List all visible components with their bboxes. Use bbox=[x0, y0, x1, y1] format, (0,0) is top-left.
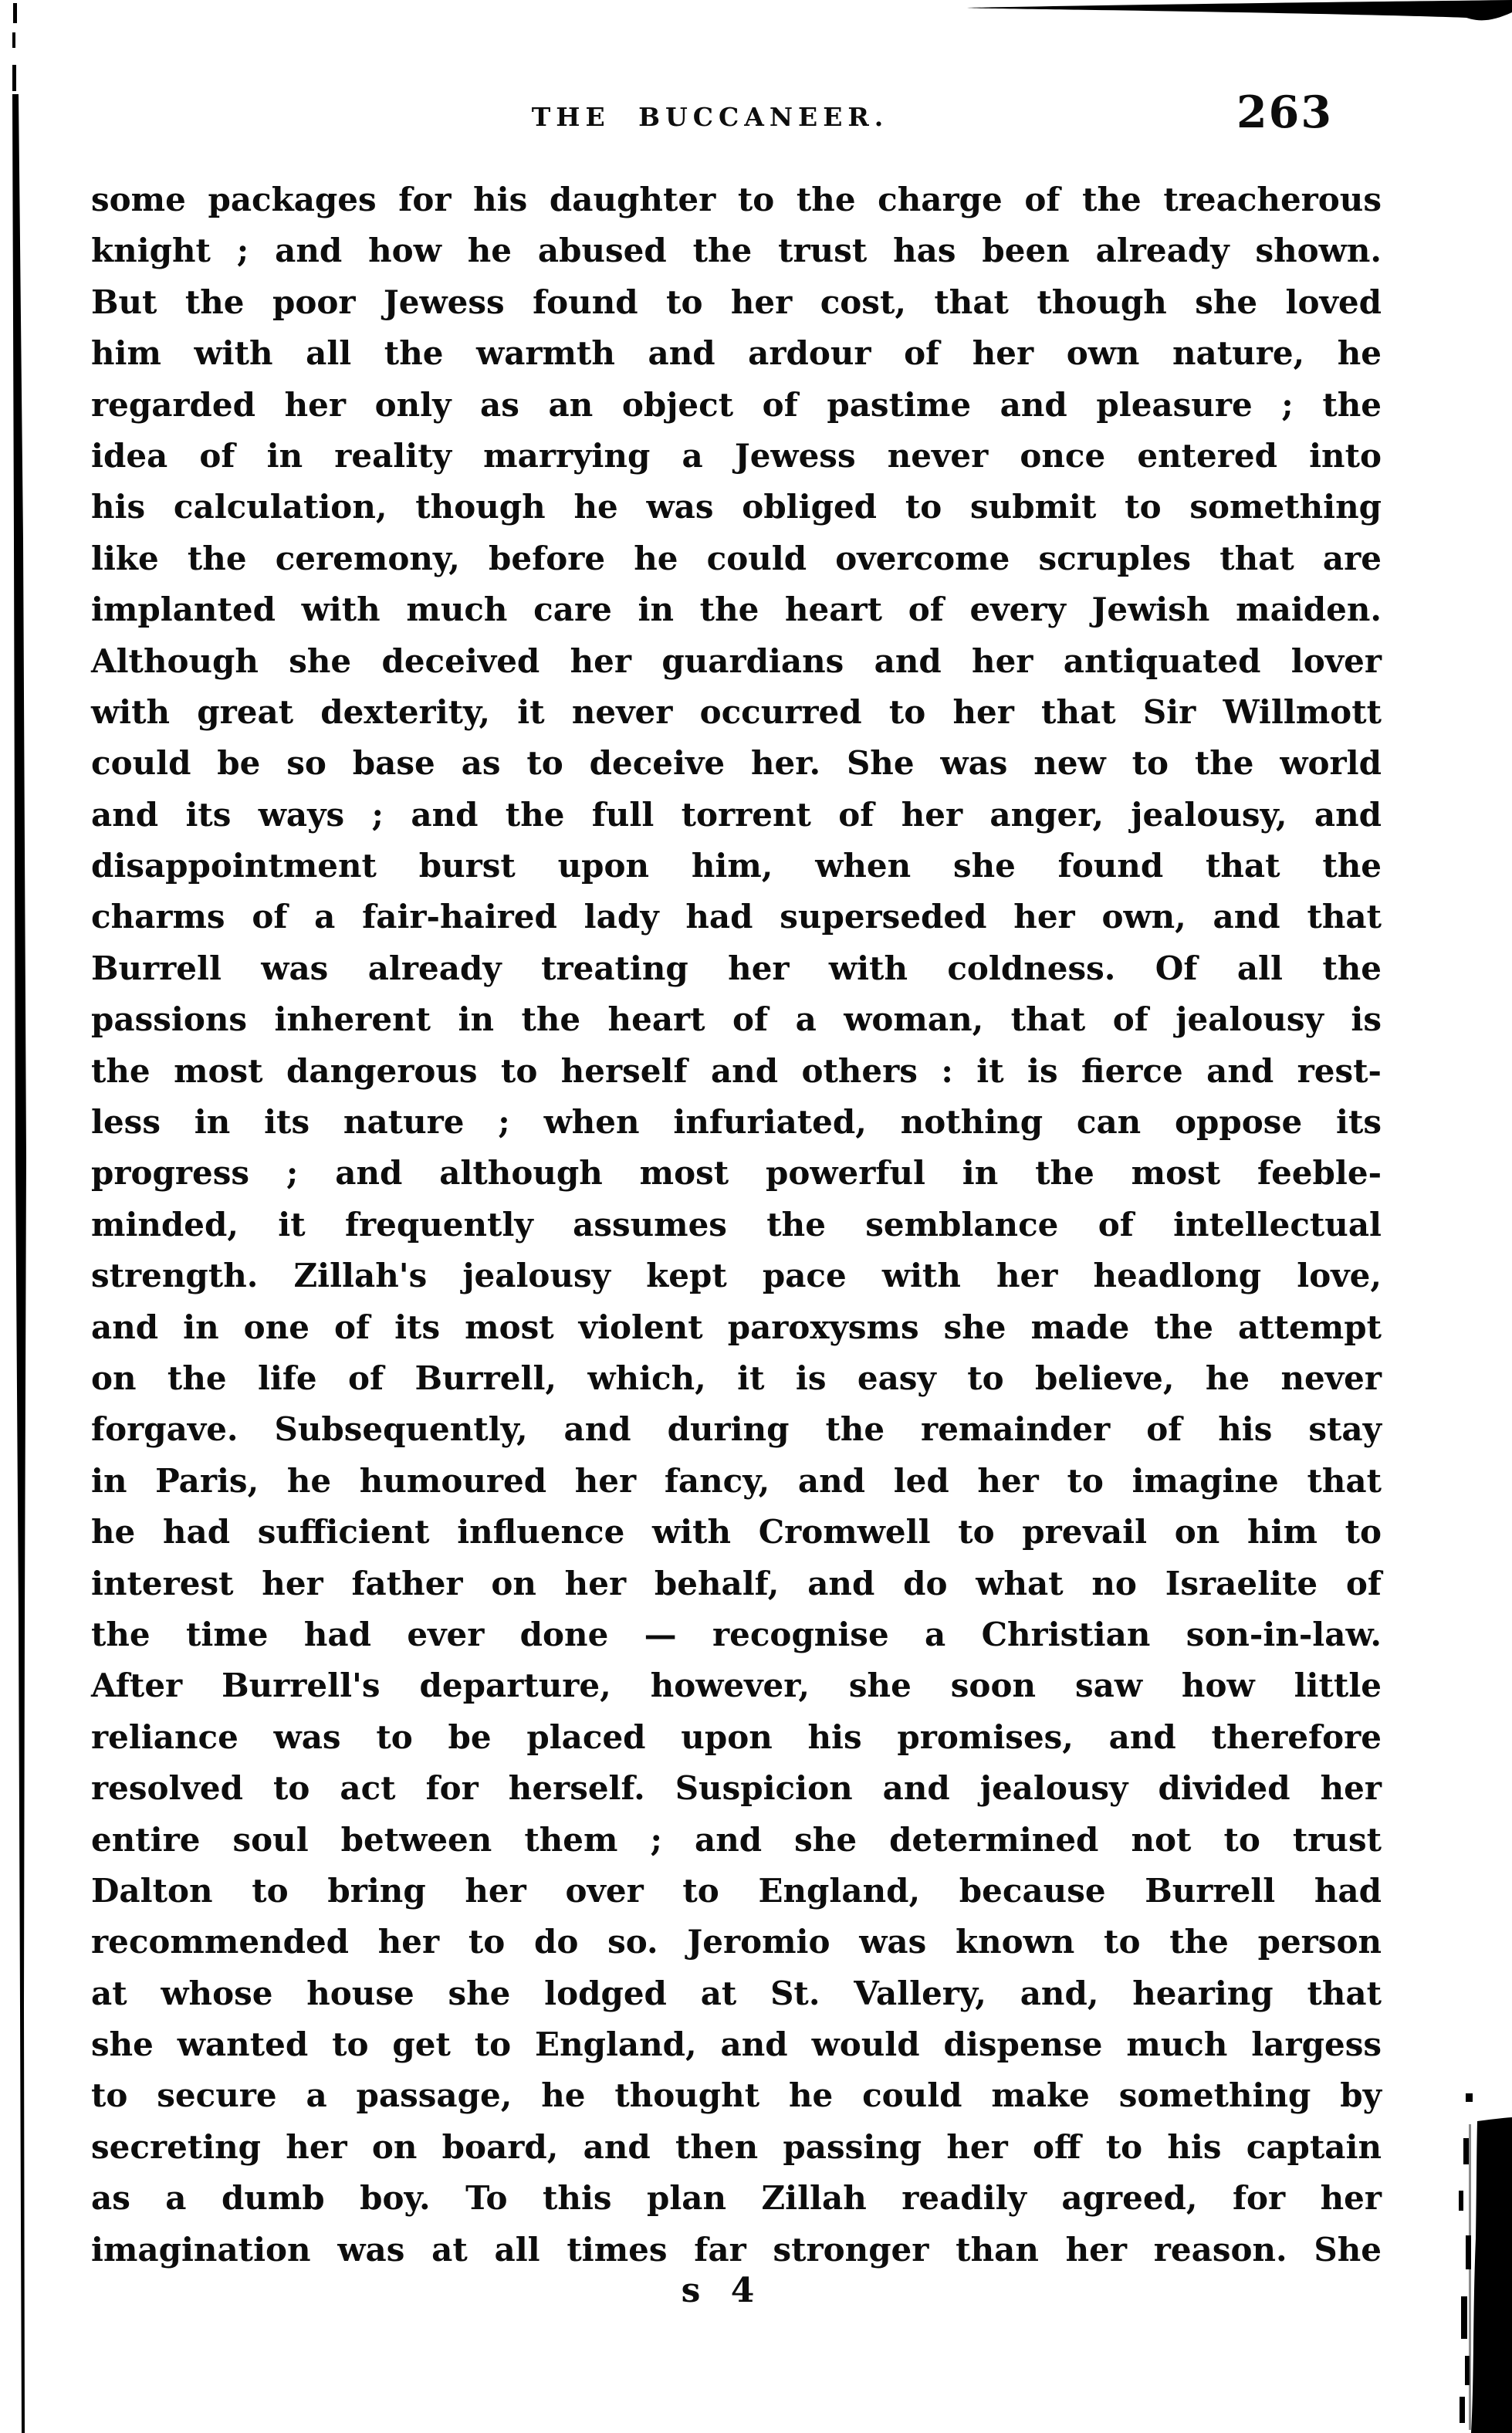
body-text-line: Dalton to bring her over to England, because Burrell had bbox=[91, 1871, 1382, 1910]
body-text-line: some packages for his daughter to the charge of the treacherous bbox=[91, 181, 1382, 218]
bottom-right-bar-artifact bbox=[1459, 2093, 1512, 2433]
body-text-line: secreting her on board, and then passing her off to his captain bbox=[91, 2127, 1382, 2166]
body-text-line: But the poor Jewess found to her cost, that though she loved bbox=[91, 283, 1382, 321]
body-text-line: resolved to act for herself. Suspicion and jealousy divided her bbox=[91, 1769, 1382, 1808]
body-text-line: to secure a passage, he thought he could make something by bbox=[91, 2076, 1382, 2115]
body-text-line: implanted with much care in the heart of every Jewish maiden. bbox=[91, 590, 1382, 629]
body-text-line: forgave. Subsequently, and during the remainder of his stay bbox=[91, 1410, 1382, 1449]
body-text-line: recommended her to do so. Jeromio was known to the person bbox=[91, 1923, 1382, 1961]
body-text-line: passions inherent in the heart of a woman, that of jealousy is bbox=[91, 1000, 1382, 1039]
body-text-line: reliance was to be placed upon his promises, and therefore bbox=[91, 1717, 1382, 1756]
body-text-line: his calculation, though he was obliged to submit to something bbox=[91, 488, 1382, 526]
body-text-line: Burrell was already treating her with coldness. Of all the bbox=[91, 949, 1382, 987]
body-text-line: idea of in reality marrying a Jewess never once entered into bbox=[91, 436, 1382, 475]
body-text-line: less in its nature ; when infuriated, nothing can oppose its bbox=[91, 1103, 1382, 1142]
body-text-line: the time had ever done — recognise a Christian son-in-law. bbox=[91, 1615, 1382, 1653]
body-text-line: progress ; and although most powerful in the most feeble- bbox=[91, 1154, 1382, 1193]
left-binding-line-artifact bbox=[12, 3, 26, 2433]
body-text-line: like the ceremony, before he could overcome scruples that are bbox=[91, 539, 1382, 577]
body-text-line: on the life of Burrell, which, it is easy to believe, he never bbox=[91, 1359, 1382, 1397]
signature-mark: s 4 bbox=[681, 2271, 755, 2310]
body-text-line: charms of a fair-haired lady had superseded her own, and that bbox=[91, 898, 1382, 936]
body-text-line: After Burrell's departure, however, she soon saw how little bbox=[91, 1667, 1382, 1705]
body-text-line: as a dumb boy. To this plan Zillah readily agreed, for her bbox=[91, 2179, 1382, 2218]
body-text bbox=[91, 174, 1382, 2276]
body-text-line: minded, it frequently assumes the semblance of intellectual bbox=[91, 1205, 1382, 1244]
body-text-line: he had sufficient influence with Cromwell to prevail on him to bbox=[91, 1513, 1382, 1552]
body-text-line: entire soul between them ; and she determined not to trust bbox=[91, 1820, 1382, 1859]
body-text-line: the most dangerous to herself and others : it is fierce and rest- bbox=[91, 1051, 1382, 1090]
page-number: 263 bbox=[1236, 86, 1333, 138]
body-text-line: knight ; and how he abused the trust has been already shown. bbox=[91, 232, 1382, 270]
body-text-line: him with all the warmth and ardour of her own nature, he bbox=[91, 334, 1382, 373]
body-text-line: disappointment burst upon him, when she found that the bbox=[91, 847, 1382, 885]
top-right-ink-wedge-artifact bbox=[967, 0, 1512, 20]
body-text-line: she wanted to get to England, and would dispense much largess bbox=[91, 2025, 1382, 2064]
body-text-line: imagination was at all times far stronger than her reason. She bbox=[91, 2230, 1382, 2269]
body-text-line: at whose house she lodged at St. Vallery, and, hearing that bbox=[91, 1974, 1382, 2012]
body-text-line: strength. Zillah's jealousy kept pace with her headlong love, bbox=[91, 1257, 1382, 1295]
body-text-line: and in one of its most violent paroxysms she made the attempt bbox=[91, 1308, 1382, 1346]
body-text-line: Although she deceived her guardians and her antiquated lover bbox=[91, 641, 1382, 680]
body-text-line: in Paris, he humoured her fancy, and led her to imagine that bbox=[91, 1461, 1382, 1500]
body-text-line: and its ways ; and the full torrent of her anger, jealousy, and bbox=[91, 795, 1382, 834]
running-title: THE BUCCANEER. bbox=[531, 102, 889, 132]
body-text-line: interest her father on her behalf, and do what no Israelite of bbox=[91, 1564, 1382, 1602]
body-text-line: could be so base as to deceive her. She was new to the world bbox=[91, 744, 1382, 783]
body-text-line: regarded her only as an object of pastime and pleasure ; the bbox=[91, 385, 1382, 424]
body-text-line: with great dexterity, it never occurred to her that Sir Willmott bbox=[91, 692, 1382, 731]
